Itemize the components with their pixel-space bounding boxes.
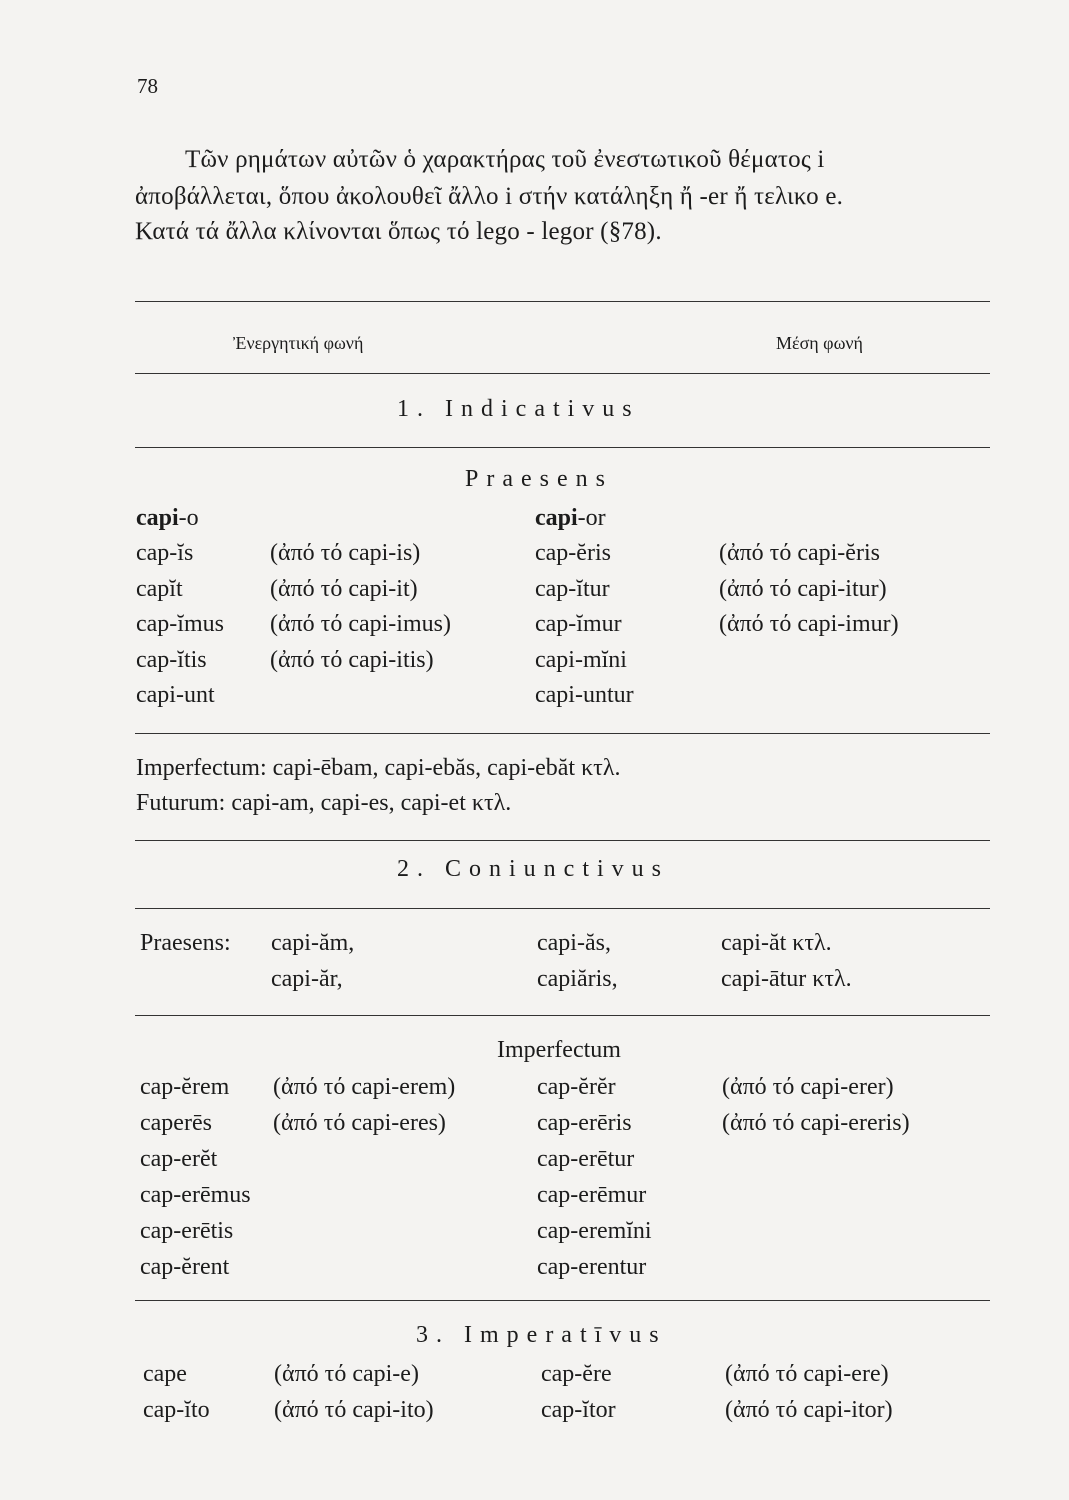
praesens-middle-note: (ἀπό τό capi-itur) <box>719 576 887 602</box>
praesens-active-note: (ἀπό τό capi-it) <box>270 576 418 602</box>
divider <box>135 1300 990 1301</box>
praesens-active-note: (ἀπό τό capi-imus) <box>270 611 451 637</box>
praesens-active-form: capi-unt <box>136 682 215 708</box>
imperativus-middle-note: (ἀπό τό capi-itor) <box>725 1397 893 1423</box>
praesens-active-note: (ἀπό τό capi-itis) <box>270 647 434 673</box>
imperativus-middle-form: cap-ĕre <box>541 1361 612 1387</box>
praesens-active-head: capi-o <box>136 505 199 531</box>
praesens-middle-note: (ἀπό τό capi-ĕris <box>719 540 880 566</box>
imperfectum-active-form: cap-erĕt <box>140 1146 218 1172</box>
divider <box>135 373 990 374</box>
imperativus-active-note: (ἀπό τό capi-e) <box>274 1361 419 1387</box>
coniunctivus-praesens-form: capi-ātur κτλ. <box>721 966 852 992</box>
coniunctivus-praesens-form: capi-ăt κτλ. <box>721 930 832 956</box>
imperfectum-active-form: cap-erētis <box>140 1218 234 1244</box>
coniunctivus-praesens-form: capi-ăs, <box>537 930 611 956</box>
imperfectum-active-note: (ἀπό τό capi-eres) <box>273 1110 446 1136</box>
imperfectum-middle-note: (ἀπό τό capi-erer) <box>722 1074 894 1100</box>
futurum-line: Futurum: capi-am, capi-es, capi-et κτλ. <box>136 790 512 816</box>
imperativus-middle-form: cap-ĭtor <box>541 1397 616 1423</box>
coniunctivus-praesens-form: capi-ăr, <box>271 966 343 992</box>
praesens-title: Praesens <box>465 466 613 492</box>
praesens-middle-form: capi-untur <box>535 682 634 708</box>
imperfectum-middle-form: cap-erentur <box>537 1254 647 1280</box>
praesens-middle-form: cap-ĭmur <box>535 611 622 637</box>
praesens-active-note: (ἀπό τό capi-is) <box>270 540 421 566</box>
divider <box>135 908 990 909</box>
coniunctivus-praesens-label: Praesens: <box>140 930 231 956</box>
imperfectum-active-note: (ἀπό τό capi-erem) <box>273 1074 456 1100</box>
divider <box>135 301 990 302</box>
praesens-middle-note: (ἀπό τό capi-imur) <box>719 611 899 637</box>
divider <box>135 840 990 841</box>
praesens-active-form: capĭt <box>136 576 183 602</box>
imperfectum-active-form: cap-ĕrem <box>140 1074 230 1100</box>
praesens-middle-form: cap-ĭtur <box>535 576 610 602</box>
active-voice-heading: Ἐνεργητική φωνή <box>233 333 364 353</box>
imperativus-middle-note: (ἀπό τό capi-ere) <box>725 1361 889 1387</box>
divider <box>135 447 990 448</box>
imperfectum-middle-form: cap-ĕrĕr <box>537 1074 616 1100</box>
imperativus-active-form: cape <box>143 1361 187 1387</box>
imperativus-active-note: (ἀπό τό capi-ito) <box>274 1397 434 1423</box>
praesens-active-form: cap-ĭtis <box>136 647 207 673</box>
praesens-middle-form: capi-mĭni <box>535 647 627 673</box>
imperfectum-middle-note: (ἀπό τό capi-ereris) <box>722 1110 910 1136</box>
coniunctivus-praesens-form: capiăris, <box>537 966 618 992</box>
imperfectum-middle-form: cap-erētur <box>537 1146 635 1172</box>
imperfectum-middle-form: cap-eremĭni <box>537 1218 652 1244</box>
imperativus-active-form: cap-ĭto <box>143 1397 210 1423</box>
coniunctivus-imperfectum-title: Imperfectum <box>497 1037 621 1063</box>
imperfectum-line: Imperfectum: capi-ēbam, capi-ebăs, capi-ebăt κτλ. <box>136 755 621 781</box>
coniunctivus-title: 2. Coniunctivus <box>397 856 670 882</box>
imperfectum-active-form: caperēs <box>140 1110 212 1136</box>
middle-voice-heading: Μέση φωνή <box>776 333 863 353</box>
divider <box>135 733 990 734</box>
imperativus-title: 3. Imperatīvus <box>416 1322 667 1348</box>
praesens-middle-form: cap-ĕris <box>535 540 611 566</box>
praesens-active-form: cap-ĭs <box>136 540 194 566</box>
page-number: 78 <box>137 74 158 98</box>
imperfectum-active-form: cap-ĕrent <box>140 1254 230 1280</box>
intro-line-3: Κατά τά ἄλλα κλίνονται ὅπως τό lego - legor (§78). <box>135 218 662 245</box>
imperfectum-middle-form: cap-erēmur <box>537 1182 647 1208</box>
indicativus-title: 1. Indicativus <box>397 396 640 422</box>
intro-line-2: ἀποβάλλεται, ὅπου ἀκολουθεῖ ἄλλο i στήν κατάληξη ἤ -er ἤ τελικο e. <box>135 183 844 210</box>
intro-line-1: Τῶν ρημάτων αὐτῶν ὁ χαρακτήρας τοῦ ἐνεστωτικοῦ θέματος i <box>185 146 825 173</box>
coniunctivus-praesens-form: capi-ăm, <box>271 930 355 956</box>
divider <box>135 1015 990 1016</box>
praesens-middle-head: capi-or <box>535 505 606 531</box>
praesens-active-form: cap-ĭmus <box>136 611 224 637</box>
imperfectum-active-form: cap-erēmus <box>140 1182 251 1208</box>
imperfectum-middle-form: cap-erēris <box>537 1110 632 1136</box>
